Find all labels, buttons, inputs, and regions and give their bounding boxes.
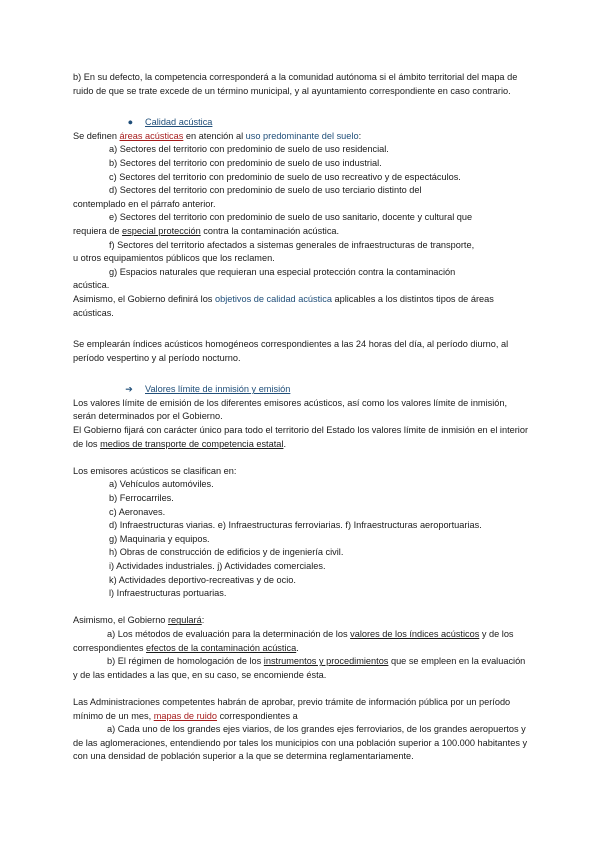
gobierno-pre: El Gobierno fijará con carácter único para todo el territorio del Estado los valores límite de inmisión en el interior de los [73,425,529,449]
e2-pre: requiera de [73,225,123,236]
reg-b-pre: b) El régimen de homologación de los [107,656,264,667]
area-item-e: e) Sectores del territorio con predominio de suelo de uso sanitario, docente y cultural que [109,212,473,223]
paragraph-emisores: Los emisores acústicos se clasifican en: [73,465,237,476]
list-item: b) Ferrocarriles. [109,493,174,504]
link-especial-proteccion[interactable]: especial protección [122,225,201,236]
link-valores-indices[interactable]: valores de los índices acústicos [350,628,480,639]
reg-a-post: . [296,642,299,653]
def-post: : [358,130,362,141]
area-item-f: f) Sectores del territorio afectados a sistemas generales de infraestructuras de transporte, [109,239,475,250]
area-item-d: d) Sectores del territorio con predominio de suelo de uso terciario distinto del [109,185,422,196]
e2-post: contra la contaminación acústica. [200,225,340,236]
reg-a-mid: y de los correspondientes [73,628,514,653]
asimismo1-pre: Asimismo, el Gobierno definirá los [73,293,215,304]
area-item-a: a) Sectores del territorio con predominio de suelo de uso residencial. [109,144,389,155]
asimismo2-post: : [201,615,205,626]
list-item: g) Maquinaria y equipos. [109,533,210,544]
link-uso-predominante[interactable]: uso predominante del suelo [245,130,359,141]
area-item-c: c) Sectores del territorio con predominio de suelo de uso recreativo y de espectáculos. [109,171,461,182]
reg-b-post: que se empleen en la evaluación y de las entidades a las que, en su caso, se encomiende ésta. [73,656,526,680]
paragraph-regulara-a [73,628,530,655]
area-item-g-cont: acústica. [73,280,110,291]
paragraph-gobierno-fijara [73,424,530,451]
list-item: d) Infraestructuras viarias. e) Infraestructuras ferroviarias. f) Infraestructuras aeroportuarias. [109,520,482,531]
bullet-icon: ● [127,117,133,128]
link-mapas-ruido[interactable]: mapas de ruido [153,710,218,721]
link-instrumentos[interactable]: instrumentos y procedimientos [263,656,389,667]
link-objetivos-calidad[interactable]: objetivos de calidad acústica [214,293,332,304]
area-item-e-cont [73,225,530,239]
reg-a-pre: a) Los métodos de evaluación para la determinación de los [107,628,351,639]
paragraph-valores: Los valores límite de emisión de los diferentes emisores acústicos, así como los valores límite de inmisión, serán determinados por el Gobierno. [73,397,508,422]
list-item: c) Aeronaves. [109,506,166,517]
list-item: i) Actividades industriales. j) Actividades comerciales. [109,561,326,571]
paragraph-definicion-areas [73,130,530,144]
heading-calidad-acustica [73,116,530,130]
heading-calidad-acustica-text[interactable]: Calidad acústica [145,117,213,128]
def-pre: Se definen [73,130,120,141]
area-item-g: g) Espacios naturales que requieran una especial protección contra la contaminación [109,266,456,277]
list-item: l) Infraestructuras portuarias. [109,588,227,599]
area-item-d-cont: contemplado en el párrafo anterior. [73,198,216,209]
list-item: a) Vehículos automóviles. [109,479,214,490]
asimismo1-post: aplicables a los distintos tipos de áreas acústicas. [73,293,494,318]
paragraph-regulara-b [73,655,530,682]
area-item-f-cont: u otros equipamientos públicos que los reclamen. [73,253,275,264]
def-mid: en atención al [183,130,246,141]
paragraph-regulara [73,614,530,628]
link-regulara[interactable]: regulará [167,615,202,626]
emisores-list [73,478,530,600]
area-item-b: b) Sectores del territorio con predominio de suelo de uso industrial. [109,157,382,168]
heading-valores-limite [73,383,530,397]
gobierno-post: . [283,438,286,449]
paragraph-administraciones-a [73,723,530,764]
admin-a-text: a) Cada uno de los grandes ejes viarios, de los grandes ejes ferroviarios, de los grandes aeropuertos y de las aglomeraciones, entendiendo por tales los municipios con una población superior a 100.000 habitantes y con una densidad de población superior a la que se determina reglamentariamente. [73,724,528,762]
paragraph-indices: Se emplearán índices acústicos homogéneos correspondientes a las 24 horas del día, al período diurno, al período vespertino y al período nocturno. [73,339,509,363]
admin-post: correspondientes a [217,710,298,721]
arrow-right-icon: ➔ [125,384,133,395]
link-efectos-contaminacion[interactable]: efectos de la contaminación acústica [146,642,297,653]
admin-pre: Las Administraciones competentes habrán de aprobar, previo trámite de información pública por un período mínimo de un mes, [73,696,511,721]
list-item: h) Obras de construcción de edificios y de ingeniería civil. [109,547,344,558]
link-medios-transporte[interactable]: medios de transporte de competencia estatal [100,438,284,449]
paragraph-objetivos-calidad [73,293,530,320]
heading-valores-limite-text[interactable]: Valores límite de inmisión y emisión [145,384,291,395]
paragraph-competencia: b) En su defecto, la competencia corresponderá a la comunidad autónoma si el ámbito territorial del mapa de ruido de que se trate excede de un término municipal, y al ayuntamiento correspondiente en caso contrario. [73,72,518,96]
asimismo2-pre: Asimismo, el Gobierno [73,615,168,626]
link-areas-acusticas[interactable]: áreas acústicas [119,130,184,141]
list-item: k) Actividades deportivo-recreativas y de ocio. [109,574,296,585]
paragraph-administraciones [73,696,530,723]
